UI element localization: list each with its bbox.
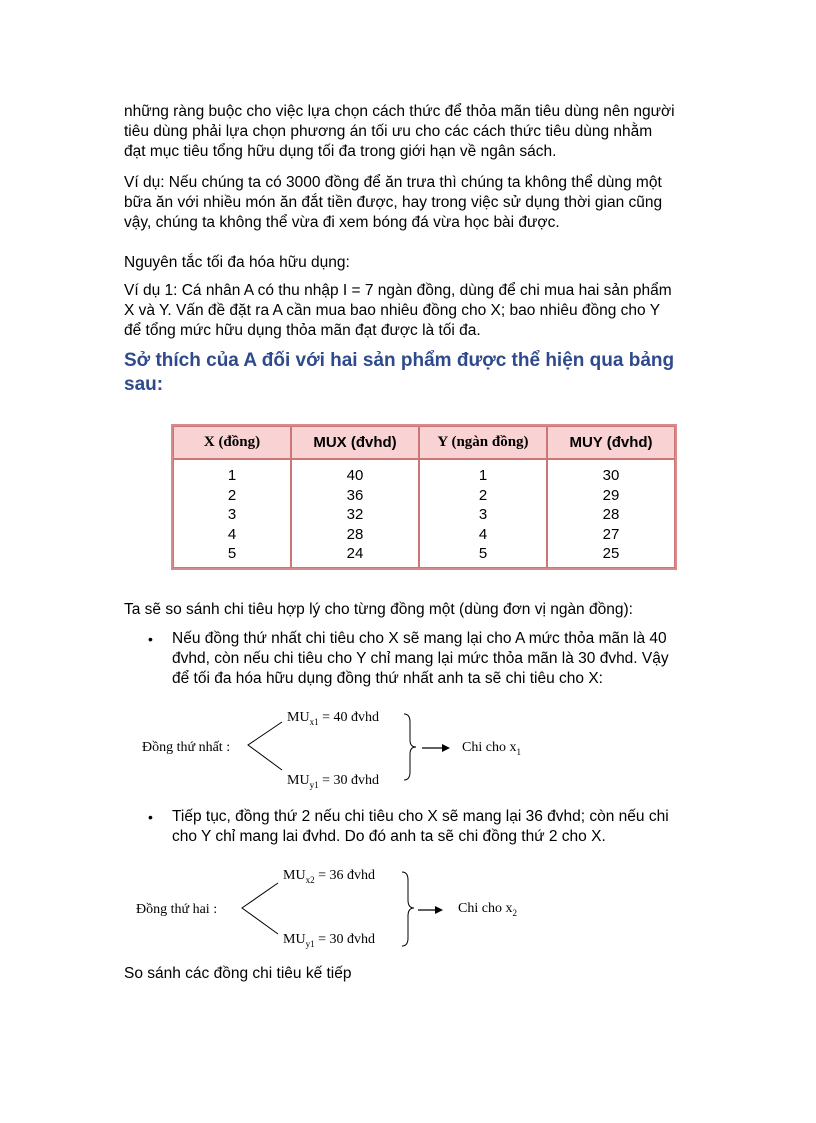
paragraph-budget-constraint xyxy=(124,102,704,162)
paragraph-next xyxy=(124,964,704,984)
formula-bottom-term: $MU_{y1} = 30$ đvhd xyxy=(283,932,375,949)
table-cell: 24 xyxy=(346,545,364,562)
formula-label: Đồng thứ hai : xyxy=(136,902,218,917)
formula-result: Chi cho $x_2$ xyxy=(458,901,517,918)
paragraph-principle xyxy=(124,253,704,273)
heading-line: Sở thích của A đối với hai sản phẩm được thể hiện qua bảng xyxy=(124,350,675,371)
formula-label: Đồng thứ nhất : xyxy=(142,740,231,755)
formula-second-dong xyxy=(130,864,570,964)
column-mux-values xyxy=(291,459,419,568)
right-brace-icon xyxy=(404,714,416,780)
table-cell: 32 xyxy=(346,506,364,523)
text-line: vậy, chúng ta không thể vừa đi xem bóng đá vừa học bài được. xyxy=(124,214,560,231)
paragraph-example-lunch xyxy=(124,173,704,233)
heading-line: sau: xyxy=(124,374,164,395)
table-cell: 27 xyxy=(602,525,620,543)
table-cell: 5 xyxy=(227,545,237,562)
table-cell: 25 xyxy=(602,545,620,562)
table-cell: 28 xyxy=(346,525,364,543)
bullet-first-dong xyxy=(172,629,712,689)
table-cell: 3 xyxy=(478,506,488,523)
preference-table xyxy=(171,424,677,570)
text-line: Nguyên tắc tối đa hóa hữu dụng: xyxy=(124,254,350,271)
column-y-values xyxy=(419,459,547,568)
text-line: X và Y. Vấn đề đặt ra A cần mua bao nhiêu đồng cho X; bao nhiêu đồng cho Y xyxy=(124,302,661,319)
table-header-row xyxy=(173,426,675,459)
text-line: để tối đa hóa hữu dụng đồng thứ nhất anh ta sẽ chi tiêu cho X: xyxy=(172,670,603,687)
text-line: So sánh các đồng chi tiêu kế tiếp xyxy=(124,965,352,982)
paragraph-compare xyxy=(124,600,704,620)
text-line: Nếu đồng thứ nhất chi tiêu cho X sẽ mang lại cho A mức thỏa mãn là 40 xyxy=(172,630,667,647)
text-line: đạt mục tiêu tổng hữu dụng tối đa trong giới hạn về ngân sách. xyxy=(124,143,557,160)
text-line: đvhd, còn nếu chi tiêu cho Y chỉ mang lại mức thỏa mãn là 30 đvhd. Vậy xyxy=(172,650,669,667)
text-line: để tổng mức hữu dụng thỏa mãn đạt được là tối đa. xyxy=(124,322,481,339)
table-cell: 2 xyxy=(227,486,237,504)
table-cell: 1 xyxy=(478,467,488,484)
right-brace-icon xyxy=(402,872,414,946)
header-x: X (đồng) xyxy=(173,426,291,459)
table-cell: 4 xyxy=(478,525,488,543)
header-muy: MUY (đvhd) xyxy=(547,426,675,459)
table-row xyxy=(173,459,675,568)
paragraph-example-1 xyxy=(124,281,704,341)
table-cell: 2 xyxy=(478,486,488,504)
angle-bracket-icon xyxy=(242,883,278,934)
angle-bracket-icon xyxy=(248,722,282,770)
text-line: Ta sẽ so sánh chi tiêu hợp lý cho từng đồng một (dùng đơn vị ngàn đồng): xyxy=(124,601,633,618)
header-y: Y (ngàn đồng) xyxy=(419,426,547,459)
text-line: bữa ăn với nhiều món ăn đắt tiền được, hay trong việc sử dụng thời gian cũng xyxy=(124,194,663,211)
table-cell: 40 xyxy=(346,467,364,484)
bullet-icon: • xyxy=(148,631,153,647)
section-heading xyxy=(124,349,704,397)
table-cell: 5 xyxy=(478,545,488,562)
text-line: cho Y chỉ mang lai đvhd. Do đó anh ta sẽ chi đồng thứ 2 cho X. xyxy=(172,828,606,845)
table-cell: 30 xyxy=(602,467,620,484)
bullet-icon: • xyxy=(148,809,153,825)
table-cell: 3 xyxy=(227,506,237,523)
formula-top-term: $MU_{x2} = 36$ đvhd xyxy=(283,868,375,885)
bullet-second-dong xyxy=(172,807,712,847)
text-line: Ví dụ 1: Cá nhân A có thu nhập I = 7 ngàn đồng, dùng để chi mua hai sản phẩm xyxy=(124,282,672,299)
table-cell: 1 xyxy=(227,467,237,484)
arrow-head-icon xyxy=(442,744,450,752)
text-line: Tiếp tục, đồng thứ 2 nếu chi tiêu cho X sẽ mang lại 36 đvhd; còn nếu chi xyxy=(172,808,669,825)
formula-result: Chi cho $x_1$ xyxy=(462,740,521,757)
text-line: những ràng buộc cho việc lựa chọn cách thức để thỏa mãn tiêu dùng nên người xyxy=(124,103,675,120)
table-cell: 36 xyxy=(346,486,364,504)
table-cell: 29 xyxy=(602,486,620,504)
header-mux: MUX (đvhd) xyxy=(291,426,419,459)
table-cell: 4 xyxy=(227,525,237,543)
formula-bottom-term: $MU_{y1} = 30$ đvhd xyxy=(287,773,379,790)
formula-top-term: $MU_{x1} = 40$ đvhd xyxy=(287,710,379,727)
text-line: Ví dụ: Nếu chúng ta có 3000 đồng để ăn trưa thì chúng ta không thể dùng một xyxy=(124,174,662,191)
text-line: tiêu dùng phải lựa chọn phương án tối ưu cho các cách thức tiêu dùng nhằm xyxy=(124,123,653,140)
formula-first-dong xyxy=(130,704,570,804)
column-muy-values xyxy=(547,459,675,568)
table-cell: 28 xyxy=(602,506,620,523)
column-x-values xyxy=(173,459,291,568)
arrow-head-icon xyxy=(435,906,443,914)
